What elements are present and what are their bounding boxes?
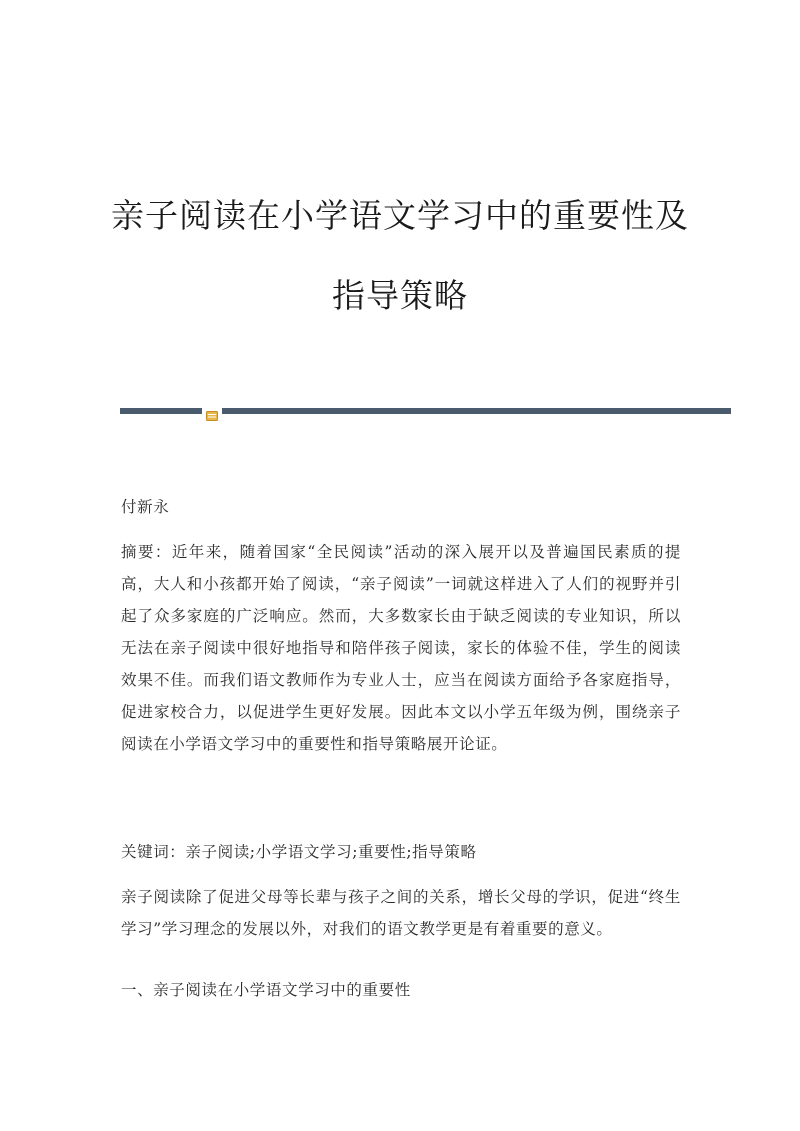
title-divider	[120, 408, 731, 416]
document-badge-icon	[206, 406, 218, 416]
section-heading: 一、亲子阅读在小学语文学习中的重要性	[121, 981, 411, 999]
author-name: 付新永	[121, 498, 170, 516]
keywords-line: 关键词：亲子阅读;小学语文学习;重要性;指导策略	[121, 843, 477, 861]
document-title-line-1: 亲子阅读在小学语文学习中的重要性及	[111, 196, 689, 235]
document-title-line-2: 指导策略	[332, 276, 468, 315]
intro-paragraph: 亲子阅读除了促进父母等长辈与孩子之间的关系，增长父母的学识，促进“终生学习”学习理念的发展以外，对我们的语文教学更是有着重要的意义。	[121, 888, 681, 938]
divider-right-segment	[222, 408, 731, 414]
abstract-paragraph: 摘要：近年来，随着国家“全民阅读”活动的深入展开以及普遍国民素质的提高，大人和小孩都开始了阅读，“亲子阅读”一词就这样进入了人们的视野并引起了众多家庭的广泛响应。然而，大多数家长由于缺乏阅读的专业知识，所以无法在亲子阅读中很好地指导和陪伴孩子阅读，家长的体验不佳，学生的阅读效果不佳。而我们语文教师作为专业人士，应当在阅读方面给予各家庭指导，促进家校合力，以促进学生更好发展。因此本文以小学五年级为例，围绕亲子阅读在小学语文学习中的重要性和指导策略展开论证。	[121, 543, 681, 753]
divider-left-segment	[120, 408, 202, 414]
